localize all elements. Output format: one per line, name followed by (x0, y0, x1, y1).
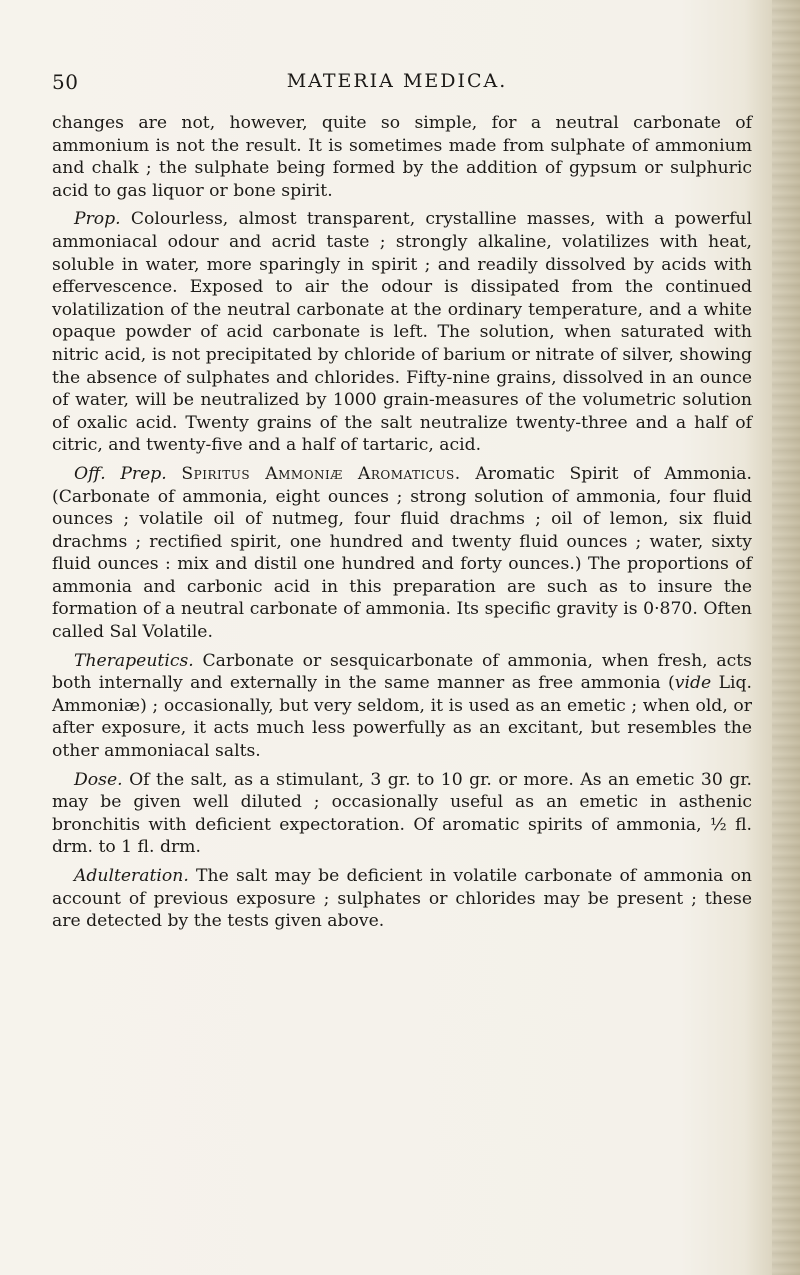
preparation-heading: Spiritus Ammoniæ Aromaticus. (181, 463, 461, 484)
section-label-prop: Prop. (74, 209, 121, 230)
section-label-dose: Dose. (74, 769, 123, 790)
paragraph-therapeutics (52, 650, 752, 763)
paragraph-text: The salt may be deficient in volatile carbonate of ammonia on account of previous exposure ; sulphates or chlorides may be present ; these are detected by the tests given above. (52, 866, 752, 932)
running-title: MATERIA MEDICA. (286, 70, 508, 92)
paragraph-text: Colourless, almost transparent, crystalline masses, with a powerful ammoniacal odour and acrid taste ; strongly alkaline, volatilizes with heat, soluble in water, more sparingly in spirit ; and readily dissolved by acids with effervescence. Exposed to air the odour is dissipated from the continued volatilization of the neutral carbonate at the ordinary temperature, and a white opaque powder of acid carbonate is left. The solution, when saturated with nitric acid, is not precipitated by chloride of barium or nitrate of silver, showing the absence of sulphates and chlorides. Fifty-nine grains, dissolved in an ounce of water, will be neutralized by 1000 grain-measures of the volumetric solution of oxalic acid. Twenty grains of the salt neutralize twenty-three and a half of citric, and twenty-five and a half of tartaric, acid. (52, 209, 752, 456)
page-header (52, 70, 742, 100)
paragraph-dose (52, 769, 752, 859)
section-label-therapeutics: Therapeutics. (74, 650, 194, 671)
paragraph-text-continued: Liq. Ammoniæ) ; occasionally, but very seldom, it is used as an emetic ; when old, or after exposure, it acts much less powerfully as an excitant, but resembles the other ammoniacal salts. (52, 673, 753, 762)
paragraph-text: Of the salt, as a stimulant, 3 gr. to 10 gr. or more. As an emetic 30 gr. may be given well diluted ; occasionally useful as an emetic in asthenic bronchitis with deficient expectoration. Of aromatic spirits of ammonia, ½ fl. drm. to 1 fl. drm. (52, 769, 753, 858)
paragraph-adulteration (52, 865, 752, 933)
paragraph-text: changes are not, however, quite so simple, for a neutral carbonate of ammonium is not the result. It is sometimes made from sulphate of ammonium and chalk ; the sulphate being formed by the addition of gypsum or sulphuric acid to gas liquor or bone spirit. (52, 113, 752, 201)
paragraph-text: Aromatic Spirit of Ammonia. (Carbonate of ammonia, eight ounces ; strong solution of ammonia, four fluid ounces ; volatile oil of nutmeg, four fluid drachms ; oil of lemon, six fluid drachms ; rectified spirit, one hundred and twenty fluid ounces ; water, sixty fluid ounces : mix and distil one hundred and forty ounces.) The proportions of ammonia and carbonic acid in this preparation are such as to insure the formation of a neutral carbonate of ammonia. Its specific gravity is 0·870. Often called Sal Volatile. (52, 463, 752, 643)
page-number: 50 (52, 70, 79, 94)
paragraph-official-preparation (52, 463, 752, 644)
vide-reference: vide (674, 673, 712, 694)
page-body (52, 112, 752, 933)
section-label-adulteration: Adulteration. (74, 866, 189, 886)
paragraph-text: Carbonate or sesquicarbonate of ammonia, when fresh, acts both internally and externally in the same manner as free ammonia ( (52, 650, 752, 694)
paragraph-continuation (52, 112, 752, 202)
page-edge-shadow (772, 0, 800, 1275)
paragraph-properties (52, 208, 752, 457)
section-label-off-prep: Off. Prep. (74, 463, 167, 484)
